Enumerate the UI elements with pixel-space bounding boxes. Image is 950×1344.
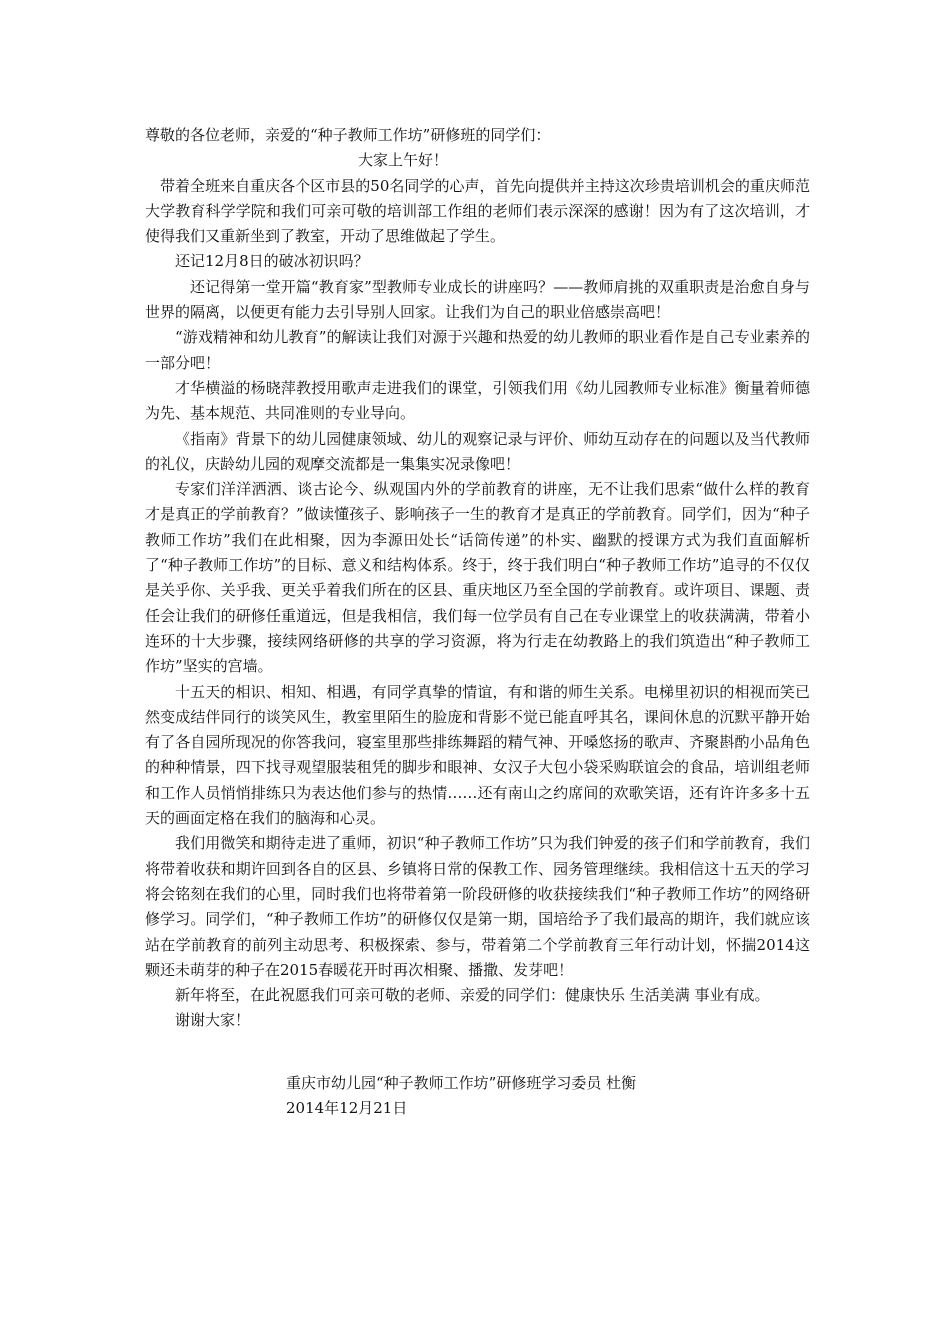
greeting: 大家上午好！ [358, 151, 449, 170]
paragraph-thanks-all: 谢谢大家！ [175, 1011, 251, 1030]
paragraph-icebreak: 还记12月8日的破冰初识吗？ [175, 252, 369, 271]
paragraph-experts: 专家们洋洋洒洒、谈古论今、纵观国内外的学前教育的讲座，无不让我们思索“做什么样的教育才是真正的学前教育？”做读懂孩子、影响孩子一生的教育才是真正的学前教育。同学们，因为“种子教师工作坊”我们在此相聚，因为李源田处长“话筒传递”的朴实、幽默的授课方式为我们直面解析了“种子教师工作坊”的目标、意义和结构体系。终于，终于我们明白“种子教师工作坊”追寻的不仅仅是关乎你、关乎我、更关乎着我们所在的区县、重庆地区乃至全国的学前教育。或许项目、课题、责任会让我们的研修任重道远，但是我相信，我们每一位学员有自己在专业课堂上的收获满满，带着小连环的十大步骤，接续网络研修的共享的学习资源，将为行走在幼教路上的我们筑造出“种子教师工作坊”坚实的宫墙。 [145, 480, 810, 676]
paragraph-yang-xiaoping: 才华横溢的杨晓萍教授用歌声走进我们的课堂，引领我们用《幼儿园教师专业标准》衡量着师德为先、基本规范、共同准则的专业导向。 [145, 378, 810, 423]
paragraph-game-spirit: “游戏精神和幼儿教育”的解读让我们对源于兴趣和热爱的幼儿教师的职业看作是自己专业素养的一部分吧！ [145, 328, 810, 372]
paragraph-thanks: 带着全班来自重庆各个区市县的50名同学的心声，首先向提供并主持这次珍贵培训机会的重庆师范大学教育科学学院和我们可亲可敬的培训部工作组的老师们表示深深的感谢！因为有了这次培训，才使得我们又重新坐到了教室，开动了思维做起了学生。 [145, 176, 810, 246]
paragraph-new-year: 新年将至，在此祝愿我们可亲可敬的老师、亲爱的同学们：健康快乐 生活美满 事业有成。 [175, 986, 770, 1005]
paragraph-first-lecture: 还记得第一堂开篇“教育家”型教师专业成长的讲座吗？——教师肩挑的双重职责是治愈自身与世界的隔离，以便更有能力去引导别人回家。让我们为自己的职业倍感崇高吧！ [145, 277, 810, 322]
salutation: 尊敬的各位老师，亲爱的“种子教师工作坊”研修班的同学们： [145, 126, 551, 144]
paragraph-guide: 《指南》背景下的幼儿园健康领域、幼儿的观察记录与评价、师幼互动存在的问题以及当代教师的礼仪，庆龄幼儿园的观摩交流都是一集集实况录像吧！ [145, 429, 810, 473]
signature-block [286, 1071, 636, 1122]
letter-body [145, 123, 810, 1034]
signature-author: 重庆市幼儿园“种子教师工作坊”研修班学习委员 杜衡 [286, 1074, 637, 1092]
paragraph-fifteen-days: 十五天的相识、相知、相遇，有同学真挚的情谊，有和谐的师生关系。电梯里初识的相视而笑已然变成结伴同行的谈笑风生，教室里陌生的脸庞和背影不觉已能直呼其名，课间休息的沉默平静开始有了各自园所现况的你答我问，寝室里那些排练舞蹈的精气神、开嗓悠扬的歌声、齐聚斟酌小品角色的种种情景，四下找寻观望服装租凭的脚步和眼神、女汉子大包小袋采购联谊会的食品，培训组老师和工作人员悄悄排练只为表达他们参与的热情……还有南山之约席间的欢歌笑语，还有许许多多十五天的画面定格在我们的脑海和心灵。 [145, 682, 810, 828]
paragraph-future: 我们用微笑和期待走进了重师，初识“种子教师工作坊”只为我们钟爱的孩子们和学前教育，我们将带着收获和期许回到各自的区县、乡镇将日常的保教工作、园务管理继续。我相信这十五天的学习将会铭刻在我们的心里，同时我们也将带着第一阶段研修的收获接续我们“种子教师工作坊”的网络研修学习。同学们，“种子教师工作坊”的研修仅仅是第一期，国培给予了我们最高的期许，我们就应该站在学前教育的前列主动思考、积极探索、参与，带着第二个学前教育三年行动计划，怀揣2014这颗还未萌芽的种子在2015春暖花开时再次相聚、播撒、发芽吧！ [145, 834, 810, 979]
signature-date: 2014年12月21日 [286, 1099, 408, 1118]
